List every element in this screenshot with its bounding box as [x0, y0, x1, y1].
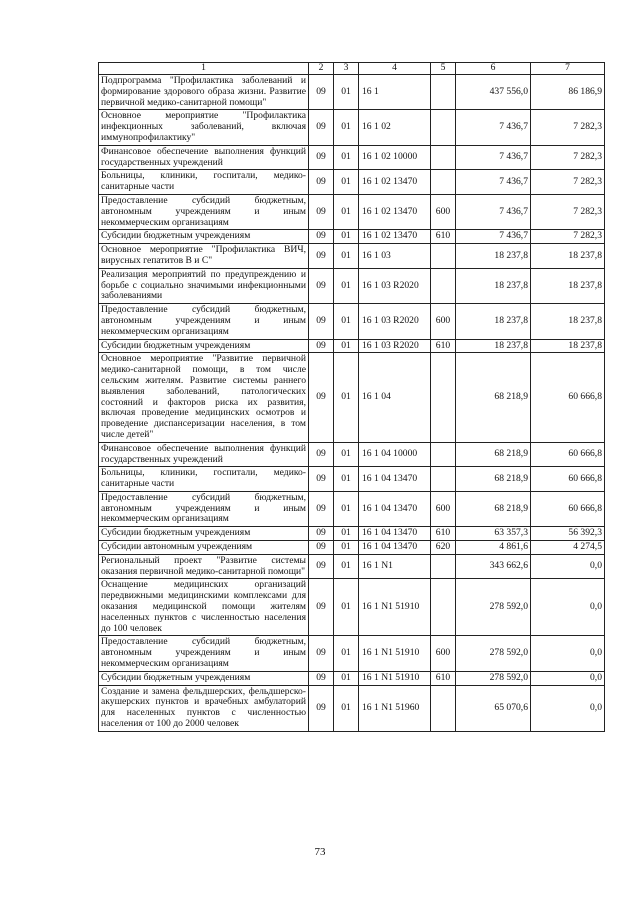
expense-type-code — [431, 244, 456, 269]
subsection-code: 01 — [334, 467, 359, 492]
amount-year-1: 7 436,7 — [456, 145, 531, 170]
amount-year-1: 18 237,8 — [456, 304, 531, 339]
table-row — [99, 244, 605, 269]
expense-type-code — [431, 170, 456, 195]
table-row — [99, 230, 605, 244]
section-code: 09 — [309, 554, 334, 579]
item-name: Субсидии бюджетным учреждениям — [99, 671, 309, 685]
target-article-code: 16 1 02 13470 — [359, 170, 431, 195]
target-article-code: 16 1 N1 — [359, 554, 431, 579]
expense-type-code: 600 — [431, 304, 456, 339]
target-article-code: 16 1 N1 51910 — [359, 579, 431, 636]
section-code: 09 — [309, 491, 334, 526]
column-header: 5 — [431, 63, 456, 75]
target-article-code: 16 1 — [359, 75, 431, 110]
amount-year-1: 278 592,0 — [456, 671, 531, 685]
item-name: Основное мероприятие "Профилактика ВИЧ, вирусных гепатитов В и С" — [99, 244, 309, 269]
item-name: Региональный проект "Развитие системы оказания первичной медико-санитарной помощи" — [99, 554, 309, 579]
subsection-code: 01 — [334, 579, 359, 636]
amount-year-2: 86 186,9 — [531, 75, 605, 110]
amount-year-2: 7 282,3 — [531, 110, 605, 145]
target-article-code: 16 1 02 13470 — [359, 230, 431, 244]
section-code: 09 — [309, 541, 334, 555]
amount-year-1: 7 436,7 — [456, 194, 531, 229]
item-name: Реализация мероприятий по предупреждению и борьбе с социально значимыми инфекционными заболеваниями — [99, 268, 309, 303]
amount-year-2: 56 392,3 — [531, 527, 605, 541]
section-code: 09 — [309, 304, 334, 339]
amount-year-1: 437 556,0 — [456, 75, 531, 110]
item-name: Субсидии бюджетным учреждениям — [99, 230, 309, 244]
item-name: Основное мероприятие "Профилактика инфекционных заболеваний, включая иммунопрофилактику" — [99, 110, 309, 145]
target-article-code: 16 1 N1 51910 — [359, 636, 431, 671]
item-name: Предоставление субсидий бюджетным, автономным учреждениям и иным некоммерческим организациям — [99, 636, 309, 671]
amount-year-1: 68 218,9 — [456, 491, 531, 526]
amount-year-2: 0,0 — [531, 579, 605, 636]
item-name: Основное мероприятие "Развитие первичной медико-санитарной помощи, в том числе сельским жителям. Развитие системы раннего выявления заболеваний, патологических состояний и факторов риска их развития, включая проведение медицинских осмотров и проведение диспансеризации населения, в том числе детей" — [99, 353, 309, 442]
amount-year-2: 60 666,8 — [531, 491, 605, 526]
section-code: 09 — [309, 75, 334, 110]
amount-year-2: 18 237,8 — [531, 339, 605, 353]
table-row — [99, 554, 605, 579]
amount-year-1: 18 237,8 — [456, 244, 531, 269]
section-code: 09 — [309, 268, 334, 303]
amount-year-1: 278 592,0 — [456, 579, 531, 636]
table-row — [99, 527, 605, 541]
section-code: 09 — [309, 636, 334, 671]
amount-year-2: 7 282,3 — [531, 194, 605, 229]
amount-year-2: 60 666,8 — [531, 353, 605, 442]
table-row — [99, 194, 605, 229]
item-name: Финансовое обеспечение выполнения функций государственных учреждений — [99, 145, 309, 170]
subsection-code: 01 — [334, 145, 359, 170]
amount-year-2: 18 237,8 — [531, 304, 605, 339]
target-article-code: 16 1 02 13470 — [359, 194, 431, 229]
item-name: Субсидии автономным учреждениям — [99, 541, 309, 555]
table-row — [99, 353, 605, 442]
target-article-code: 16 1 02 — [359, 110, 431, 145]
section-code: 09 — [309, 579, 334, 636]
table-row — [99, 145, 605, 170]
section-code: 09 — [309, 527, 334, 541]
amount-year-2: 60 666,8 — [531, 467, 605, 492]
item-name: Создание и замена фельдшерских, фельдшерско-акушерских пунктов и врачебных амбулаторий для населенных пунктов с численностью населения от 100 до 2000 человек — [99, 685, 309, 731]
item-name: Подпрограмма "Профилактика заболеваний и формирование здорового образа жизни. Развитие первичной медико-санитарной помощи" — [99, 75, 309, 110]
expense-type-code — [431, 110, 456, 145]
table-header-row — [99, 63, 605, 75]
subsection-code: 01 — [334, 353, 359, 442]
section-code: 09 — [309, 685, 334, 731]
amount-year-2: 0,0 — [531, 685, 605, 731]
amount-year-2: 60 666,8 — [531, 442, 605, 467]
section-code: 09 — [309, 230, 334, 244]
amount-year-2: 7 282,3 — [531, 230, 605, 244]
section-code: 09 — [309, 244, 334, 269]
amount-year-1: 68 218,9 — [456, 353, 531, 442]
expense-type-code: 610 — [431, 671, 456, 685]
subsection-code: 01 — [334, 527, 359, 541]
page-number: 73 — [314, 846, 326, 858]
expense-type-code: 610 — [431, 339, 456, 353]
table-row — [99, 491, 605, 526]
item-name: Субсидии бюджетным учреждениям — [99, 339, 309, 353]
table-body — [99, 75, 605, 732]
expense-type-code — [431, 75, 456, 110]
table-row — [99, 304, 605, 339]
table-row — [99, 442, 605, 467]
amount-year-2: 7 282,3 — [531, 170, 605, 195]
amount-year-2: 0,0 — [531, 671, 605, 685]
section-code: 09 — [309, 170, 334, 195]
section-code: 09 — [309, 353, 334, 442]
expense-type-code: 600 — [431, 194, 456, 229]
item-name: Предоставление субсидий бюджетным, автономным учреждениям и иным некоммерческим организациям — [99, 491, 309, 526]
column-header: 4 — [359, 63, 431, 75]
table-row — [99, 75, 605, 110]
subsection-code: 01 — [334, 110, 359, 145]
expense-type-code — [431, 442, 456, 467]
expense-type-code — [431, 145, 456, 170]
item-name: Оснащение медицинских организаций передвижными медицинскими комплексами для оказания медицинской помощи жителям населенных пунктов с численностью населения до 100 человек — [99, 579, 309, 636]
target-article-code: 16 1 N1 51960 — [359, 685, 431, 731]
expense-type-code — [431, 579, 456, 636]
column-header: 3 — [334, 63, 359, 75]
section-code: 09 — [309, 442, 334, 467]
expense-type-code — [431, 685, 456, 731]
table-row — [99, 541, 605, 555]
section-code: 09 — [309, 339, 334, 353]
amount-year-1: 278 592,0 — [456, 636, 531, 671]
subsection-code: 01 — [334, 230, 359, 244]
subsection-code: 01 — [334, 671, 359, 685]
amount-year-1: 7 436,7 — [456, 230, 531, 244]
item-name: Больницы, клиники, госпитали, медико-санитарные части — [99, 467, 309, 492]
amount-year-2: 4 274,5 — [531, 541, 605, 555]
target-article-code: 16 1 04 10000 — [359, 442, 431, 467]
subsection-code: 01 — [334, 491, 359, 526]
subsection-code: 01 — [334, 541, 359, 555]
item-name: Предоставление субсидий бюджетным, автономным учреждениям и иным некоммерческим организациям — [99, 194, 309, 229]
target-article-code: 16 1 N1 51910 — [359, 671, 431, 685]
table-row — [99, 579, 605, 636]
column-header: 2 — [309, 63, 334, 75]
amount-year-2: 18 237,8 — [531, 244, 605, 269]
amount-year-1: 7 436,7 — [456, 170, 531, 195]
subsection-code: 01 — [334, 244, 359, 269]
table-row — [99, 110, 605, 145]
amount-year-2: 0,0 — [531, 554, 605, 579]
item-name: Больницы, клиники, госпитали, медико-санитарные части — [99, 170, 309, 195]
table-row — [99, 268, 605, 303]
amount-year-1: 68 218,9 — [456, 442, 531, 467]
item-name: Предоставление субсидий бюджетным, автономным учреждениям и иным некоммерческим организациям — [99, 304, 309, 339]
section-code: 09 — [309, 467, 334, 492]
section-code: 09 — [309, 145, 334, 170]
expense-type-code: 600 — [431, 491, 456, 526]
item-name: Финансовое обеспечение выполнения функций государственных учреждений — [99, 442, 309, 467]
subsection-code: 01 — [334, 75, 359, 110]
item-name: Субсидии бюджетным учреждениям — [99, 527, 309, 541]
target-article-code: 16 1 04 — [359, 353, 431, 442]
subsection-code: 01 — [334, 442, 359, 467]
target-article-code: 16 1 03 R2020 — [359, 268, 431, 303]
table-row — [99, 339, 605, 353]
subsection-code: 01 — [334, 636, 359, 671]
subsection-code: 01 — [334, 685, 359, 731]
amount-year-1: 18 237,8 — [456, 339, 531, 353]
target-article-code: 16 1 04 13470 — [359, 527, 431, 541]
expense-type-code — [431, 554, 456, 579]
target-article-code: 16 1 03 R2020 — [359, 304, 431, 339]
subsection-code: 01 — [334, 194, 359, 229]
target-article-code: 16 1 03 — [359, 244, 431, 269]
subsection-code: 01 — [334, 304, 359, 339]
amount-year-1: 65 070,6 — [456, 685, 531, 731]
table-row — [99, 170, 605, 195]
expense-type-code: 600 — [431, 636, 456, 671]
subsection-code: 01 — [334, 339, 359, 353]
subsection-code: 01 — [334, 554, 359, 579]
amount-year-2: 0,0 — [531, 636, 605, 671]
target-article-code: 16 1 04 13470 — [359, 541, 431, 555]
table-row — [99, 636, 605, 671]
target-article-code: 16 1 04 13470 — [359, 491, 431, 526]
table-row — [99, 671, 605, 685]
target-article-code: 16 1 02 10000 — [359, 145, 431, 170]
section-code: 09 — [309, 110, 334, 145]
expense-type-code — [431, 353, 456, 442]
amount-year-1: 68 218,9 — [456, 467, 531, 492]
table-row — [99, 467, 605, 492]
table-row — [99, 685, 605, 731]
expense-type-code — [431, 467, 456, 492]
section-code: 09 — [309, 671, 334, 685]
amount-year-2: 18 237,8 — [531, 268, 605, 303]
target-article-code: 16 1 03 R2020 — [359, 339, 431, 353]
budget-table — [98, 62, 605, 732]
column-header: 6 — [456, 63, 531, 75]
subsection-code: 01 — [334, 170, 359, 195]
amount-year-1: 343 662,6 — [456, 554, 531, 579]
expense-type-code: 620 — [431, 541, 456, 555]
amount-year-2: 7 282,3 — [531, 145, 605, 170]
amount-year-1: 18 237,8 — [456, 268, 531, 303]
amount-year-1: 7 436,7 — [456, 110, 531, 145]
expense-type-code: 610 — [431, 230, 456, 244]
target-article-code: 16 1 04 13470 — [359, 467, 431, 492]
expense-type-code: 610 — [431, 527, 456, 541]
column-header: 1 — [99, 63, 309, 75]
amount-year-1: 4 861,6 — [456, 541, 531, 555]
amount-year-1: 63 357,3 — [456, 527, 531, 541]
budget-table-sheet — [98, 62, 604, 732]
column-header: 7 — [531, 63, 605, 75]
expense-type-code — [431, 268, 456, 303]
section-code: 09 — [309, 194, 334, 229]
subsection-code: 01 — [334, 268, 359, 303]
